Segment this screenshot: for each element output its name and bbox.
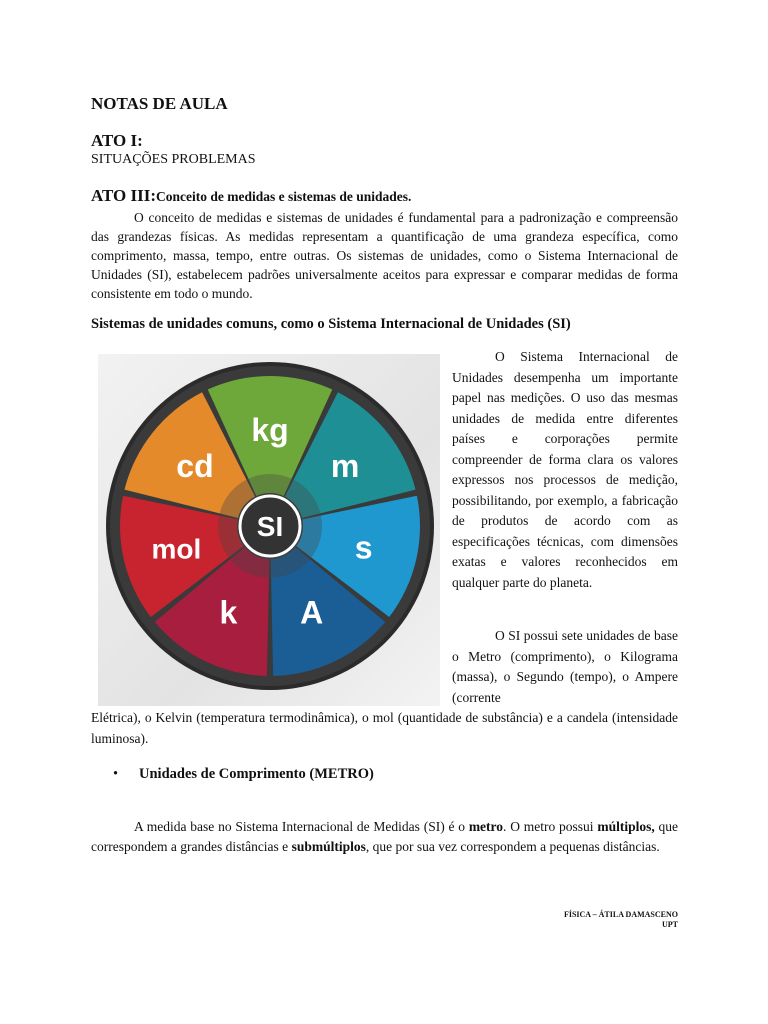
si-base-units-text: O SI possui sete unidades de base o Metro (comprimento), o Kilograma (massa), o Segundo (tempo), o Ampere (corrente <box>452 628 678 705</box>
si-segment-label-cd: cd <box>176 448 214 485</box>
si-segment-label-s: s <box>354 529 373 566</box>
page-title: NOTAS DE AULA <box>91 94 228 113</box>
si-base-units-paragraph <box>452 626 678 708</box>
act1-subtitle: SITUAÇÕES PROBLEMAS <box>91 152 256 167</box>
si-base-units-continuation: Elétrica), o Kelvin (temperatura termodinâmica), o mol (quantidade de substância) e a candela (intensidade luminosa). <box>91 710 678 746</box>
footer <box>564 910 678 930</box>
si-segment-label-mol: mol <box>151 533 202 565</box>
si-segment-label-m: m <box>330 448 360 485</box>
act3-heading <box>91 186 411 206</box>
act3-subtitle: Conceito de medidas e sistemas de unidades. <box>156 189 412 204</box>
si-segment-label-k: k <box>219 594 238 631</box>
metro-text-4: , que por sua vez correspondem a pequenas distâncias. <box>365 839 660 854</box>
metro-text-2: . O metro possui <box>503 819 598 834</box>
bullet-symbol: • <box>113 766 119 782</box>
si-segment-label-a: A <box>300 594 324 631</box>
si-wheel <box>98 354 440 706</box>
bullet-text: Unidades de Comprimento (METRO) <box>139 766 374 782</box>
metro-bold-metro: metro <box>468 819 504 834</box>
intro-text: O conceito de medidas e sistemas de unidades é fundamental para a padronização e compreensão das grandezas físicas. As medidas representam a quantificação de uma grandeza específica, como comprimento, massa, tempo, entre outras. Os sistemas de unidades, como o Sistema Internacional de Unidades (SI), estabelecem padrões universalmente aceitos para expressar e comparar medidas de forma consistente em todo o mundo. <box>91 210 678 301</box>
metro-bold-multiplos: múltiplos, <box>597 819 655 834</box>
footer-author: FÍSICA – ÁTILA DAMASCENO <box>563 910 678 919</box>
metro-bold-submultiplos: submúltiplos <box>291 839 366 854</box>
metro-text-1: A medida base no Sistema Internacional de Medidas (SI) é o <box>134 819 469 834</box>
si-segment-label-kg: kg <box>251 412 289 448</box>
section-heading: Sistemas de unidades comuns, como o Sistema Internacional de Unidades (SI) <box>91 316 571 332</box>
bullet-length-units <box>113 766 374 783</box>
metro-text-3: que correspondem a grandes distâncias e <box>91 819 678 854</box>
si-description-text: O Sistema Internacional de Unidades desempenha um importante papel nas medições. O uso das mesmas unidades de medida entre diferentes países e corporações permite compreender de forma clara os valores expressos nos processos de medição, possibilitando, por exemplo, a fabricação de produtos de acordo com as especificações técnicas, com dimensões exatas e valores reconhecidos em qualquer parte do planeta. <box>452 349 678 590</box>
metro-paragraph <box>91 817 678 857</box>
act3-label: ATO III: <box>91 186 157 205</box>
footer-institution: UPT <box>662 920 678 929</box>
si-units-image <box>98 354 440 706</box>
si-description-paragraph <box>452 347 678 593</box>
intro-paragraph <box>91 208 678 303</box>
act1-label: ATO I: <box>91 131 143 150</box>
si-center-label: SI <box>256 511 284 542</box>
